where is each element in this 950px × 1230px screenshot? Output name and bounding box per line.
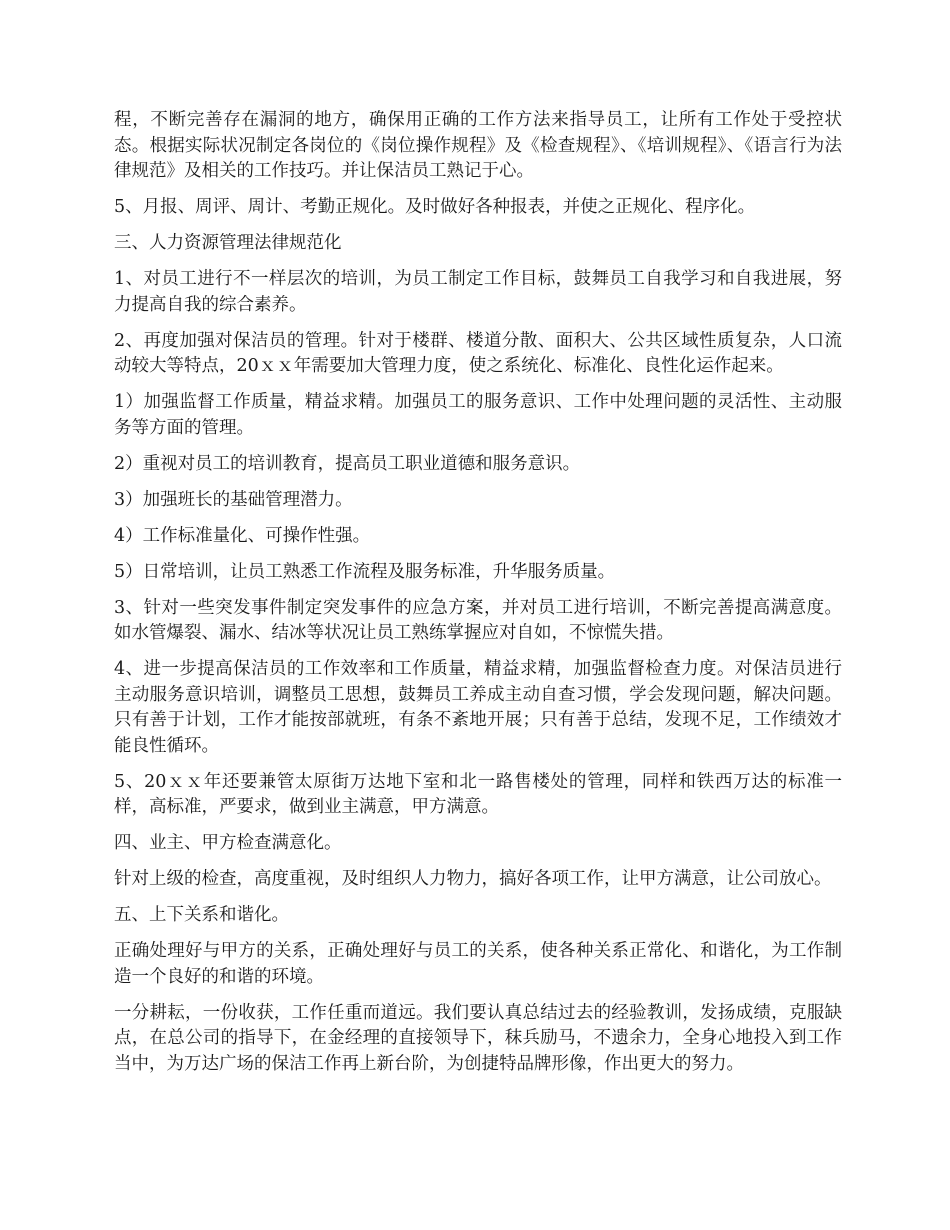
document-body [114, 108, 842, 1088]
paragraph-inspection: 针对上级的检查，高度重视，及时组织人力物力，搞好各项工作，让甲方满意，让公司放心。 [114, 869, 832, 889]
section-heading-4: 四、业主、甲方检查满意化。 [114, 833, 342, 853]
sub-item-3: 3）加强班长的基础管理潜力。 [114, 489, 353, 510]
paragraph-continuation: 程，不断完善存在漏洞的地方，确保用正确的工作方法来指导员工，让所有工作处于受控状态。根据实际状况制定各岗位的《岗位操作规程》及《检查规程》、《培训规程》、《语言行为法律规范》及相关的工作技巧。并让保洁员工熟记于心。 [114, 110, 842, 181]
paragraph-item-2-management: 2、再度加强对保洁员的管理。针对于楼群、楼道分散、面积大、公共区域性质复杂，人口流动较大等特点，20ｘｘ年需要加大管理力度，使之系统化、标准化、良性化运作起来。 [114, 330, 842, 376]
section-heading-3: 三、人力资源管理法律规范化 [114, 233, 342, 253]
sub-item-2: 2）重视对员工的培训教育，提高员工职业道德和服务意识。 [114, 453, 581, 474]
paragraph-conclusion: 一分耕耘，一份收获，工作任重而道远。我们要认真总结过去的经验教训，发扬成绩，克服缺点，在总公司的指导下，在金经理的直接领导下，秣兵励马，不遗余力，全身心地投入到工作当中，为万达广场的保洁工作再上新台阶，为创捷特品牌形像，作出更大的努力。 [114, 1002, 842, 1074]
paragraph-item-5-reports: 5、月报、周评、周计、考勤正规化。及时做好各种报表，并使之正规化、程序化。 [114, 197, 756, 217]
paragraph-item-3-emergency: 3、针对一些突发事件制定突发事件的应急方案，并对员工进行培训，不断完善提高满意度。如水管爆裂、漏水、结冰等状况让员工熟练掌握应对自如，不惊慌失措。 [114, 597, 842, 643]
sub-item-4: 4）工作标准量化、可操作性强。 [114, 525, 371, 546]
section-heading-5: 五、上下关系和谐化。 [114, 905, 289, 925]
sub-item-5: 5）日常培训，让员工熟悉工作流程及服务标准，升华服务质量。 [114, 561, 616, 582]
paragraph-item-5-additional-sites: 5、20ｘｘ年还要兼管太原街万达地下室和北一路售楼处的管理，同样和铁西万达的标准一样，高标准，严要求，做到业主满意，甲方满意。 [114, 771, 842, 817]
paragraph-relations: 正确处理好与甲方的关系，正确处理好与员工的关系，使各种关系正常化、和谐化，为工作制造一个良好的和谐的环境。 [114, 941, 842, 987]
paragraph-item-1-training: 1、对员工进行不一样层次的培训，为员工制定工作目标，鼓舞员工自我学习和自我进展，努力提高自我的综合素养。 [114, 269, 842, 315]
paragraph-item-4-efficiency: 4、进一步提高保洁员的工作效率和工作质量，精益求精，加强监督检查力度。对保洁员进行主动服务意识培训，调整员工思想，鼓舞员工养成主动自查习惯，学会发现问题，解决问题。只有善于计划，工作才能按部就班，有条不紊地开展；只有善于总结，发现不足，工作绩效才能良性循环。 [114, 659, 842, 756]
sub-item-1: 1）加强监督工作质量，精益求精。加强员工的服务意识、工作中处理问题的灵活性、主动服务等方面的管理。 [114, 392, 842, 438]
